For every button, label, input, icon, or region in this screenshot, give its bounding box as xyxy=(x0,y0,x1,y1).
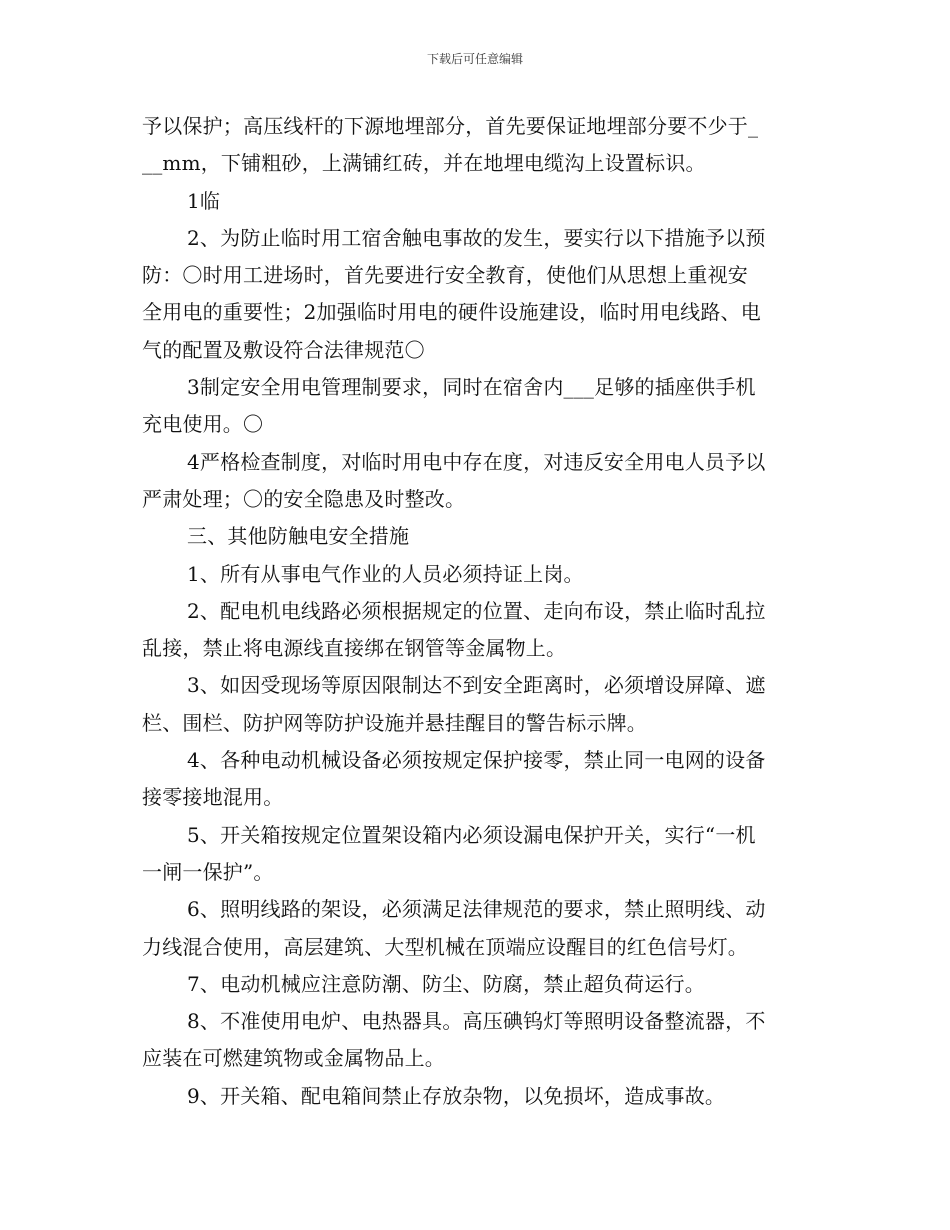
text-line: 气的配置及敷设符合法律规范〇 xyxy=(142,337,425,362)
text-line: 予以保护；高压线杆的下源地埋部分，首先要保证地埋部分要不少于_ xyxy=(142,114,759,138)
text-line: 5、开关箱按规定位置架设箱内必须设漏电保护开关，实行“一机 xyxy=(187,822,756,847)
text-line: 3制定安全用电管理制要求，同时在宿舍内___足够的插座供手机 xyxy=(187,375,756,400)
text-line: 3、如因受现场等原因限制达不到安全距离时，必须增设屏障、遮 xyxy=(187,673,766,698)
text-line: 防：〇时用工进场时，首先要进行安全教育，使他们从思想上重视安 xyxy=(142,263,748,288)
text-line: 接零接地混用。 xyxy=(142,785,284,810)
text-line: 应装在可燃建筑物或金属物品上。 xyxy=(142,1046,445,1071)
text-line: __mm，下铺粗砂，上满铺红砖，并在地埋电缆沟上设置标识。 xyxy=(142,151,706,176)
text-line: 乱接，禁止将电源线直接绑在钢管等金属物上。 xyxy=(142,636,567,661)
text-line: 充电使用。〇 xyxy=(142,412,264,437)
text-line: 力线混合使用，高层建筑、大型机械在顶端应设醒目的红色信号灯。 xyxy=(142,934,748,959)
text-line: 2、为防止临时用工宿舍触电事故的发生，要实行以下措施予以预 xyxy=(187,225,766,250)
text-line: 4严格检查制度，对临时用电中存在度，对违反安全用电人员予以 xyxy=(187,449,766,474)
text-line: 8、不准使用电炉、电热器具。高压碘钨灯等照明设备整流器，不 xyxy=(187,1009,766,1034)
text-line: 6、照明线路的架设，必须满足法律规范的要求，禁止照明线、动 xyxy=(187,897,766,922)
text-line: 1、所有从事电气作业的人员必须持证上岗。 xyxy=(187,561,584,586)
text-line: 2、配电机电线路必须根据规定的位置、走向布设，禁止临时乱拉 xyxy=(187,598,766,623)
text-line: 1临 xyxy=(187,188,221,213)
page-header: 下载后可任意编辑 xyxy=(426,52,523,66)
text-line: 4、各种电动机械设备必须按规定保护接零，禁止同一电网的设备 xyxy=(187,748,766,773)
text-line: 7、电动机械应注意防潮、防尘、防腐，禁止超负荷运行。 xyxy=(187,971,705,996)
text-line: 全用电的重要性；2加强临时用电的硬件设施建设，临时用电线路、电 xyxy=(142,300,761,325)
text-line: 一闸一保护”。 xyxy=(142,859,274,884)
section-heading: 三、其他防触电安全措施 xyxy=(187,524,410,549)
document-body xyxy=(142,108,812,1115)
text-line: 栏、围栏、防护网等防护设施并悬挂醒目的警告标示牌。 xyxy=(142,710,647,735)
text-line: 9、开关箱、配电箱间禁止存放杂物，以免损坏，造成事故。 xyxy=(187,1083,726,1108)
text-line: 严肃处理；〇的安全隐患及时整改。 xyxy=(142,486,466,511)
